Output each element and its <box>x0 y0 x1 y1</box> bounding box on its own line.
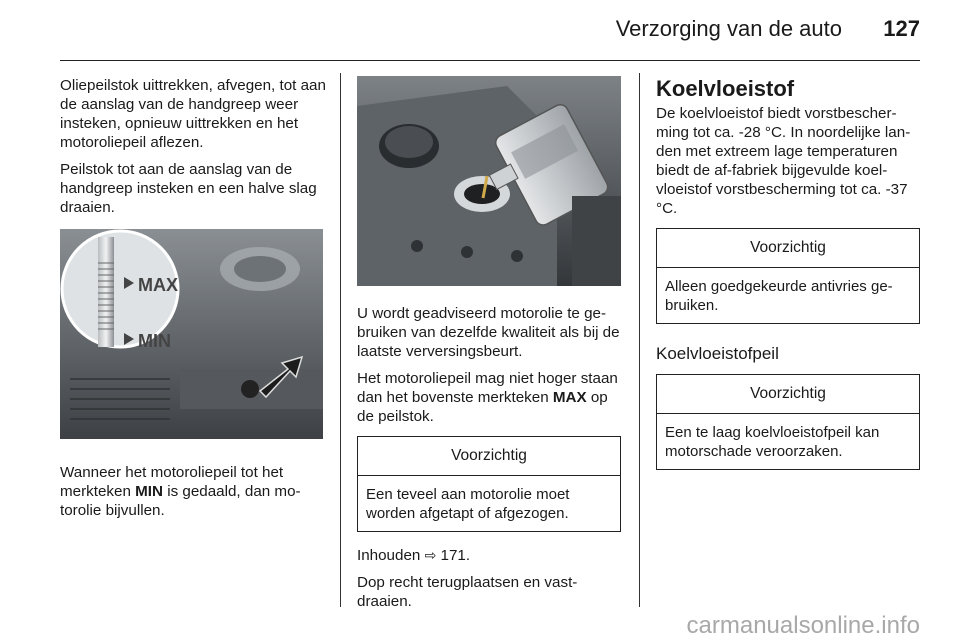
column-3 <box>656 76 922 484</box>
caution-box <box>656 374 920 470</box>
caution-text: Een te laag koelvloeistofpeil kan motorschade veroorzaken. <box>665 424 880 460</box>
paragraph: Dop recht terugplaatsen en vast-draaien. <box>357 574 578 610</box>
oil-filling-illustration <box>357 76 621 286</box>
header-divider <box>60 60 920 61</box>
min-label: MIN <box>138 331 171 351</box>
watermark: carmanualsonline.info <box>686 612 920 639</box>
text: Het motoroliepeil mag niet hoger staan dan het bovenste merkteken <box>357 370 618 406</box>
dipstick-figure <box>60 229 323 439</box>
text: is gedaald, dan mo-torolie bijvullen. <box>60 483 301 519</box>
caution-heading: Voorzichtig <box>358 437 620 476</box>
page-number: 127 <box>883 16 920 41</box>
paragraph: De koelvloeistof biedt vorstbescher-ming tot ca. -28 °C. In noordelijke lan-den met extreem lage temperaturen biedt de af-fabriek bijgevulde koel-vloeistof vorstbescherming tot ca. -37 °C. <box>656 105 911 217</box>
max-label: MAX <box>138 275 178 295</box>
column-divider-1 <box>340 73 341 607</box>
text: Inhouden <box>357 547 425 564</box>
paragraph <box>357 369 623 426</box>
text: Wanneer het motoroliepeil tot het merkteken <box>60 464 284 500</box>
paragraph: Oliepeilstok uittrekken, afvegen, tot aan de aanslag van de handgreep weer insteken, opnieuw uittrekken en het motoroliepeil aflezen. <box>60 77 326 151</box>
page-header <box>0 0 960 62</box>
column-1 <box>60 76 326 528</box>
oil-filling-figure <box>357 76 621 286</box>
caution-heading: Voorzichtig <box>657 229 919 268</box>
section-heading: Koelvloeistof <box>656 76 795 101</box>
caution-box <box>357 436 621 532</box>
caution-heading: Voorzichtig <box>657 375 919 414</box>
paragraph <box>357 546 623 565</box>
max-mark: MAX <box>552 389 587 406</box>
paragraph: U wordt geadviseerd motorolie te ge-bruiken van dezelfde kwaliteit als bij de laatste verversingsbeurt. <box>357 305 620 360</box>
min-mark: MIN <box>135 483 163 500</box>
caution-text: Een teveel aan motorolie moet worden afgetapt of afgezogen. <box>366 486 570 522</box>
text: op de peilstok. <box>357 389 608 425</box>
subsection-heading: Koelvloeistofpeil <box>656 344 779 363</box>
caution-box <box>656 228 920 324</box>
dipstick-illustration <box>60 229 323 439</box>
column-2 <box>357 76 623 619</box>
header-title: Verzorging van de auto <box>615 16 842 41</box>
column-divider-2 <box>639 73 640 607</box>
paragraph <box>60 463 326 520</box>
page-reference-icon: ⇨ <box>424 547 437 563</box>
paragraph: Peilstok tot aan de aanslag van de handgreep insteken en een halve slag draaien. <box>60 161 317 216</box>
text: 171. <box>436 547 471 564</box>
caution-text: Alleen goedgekeurde antivries ge-bruiken. <box>665 278 893 314</box>
